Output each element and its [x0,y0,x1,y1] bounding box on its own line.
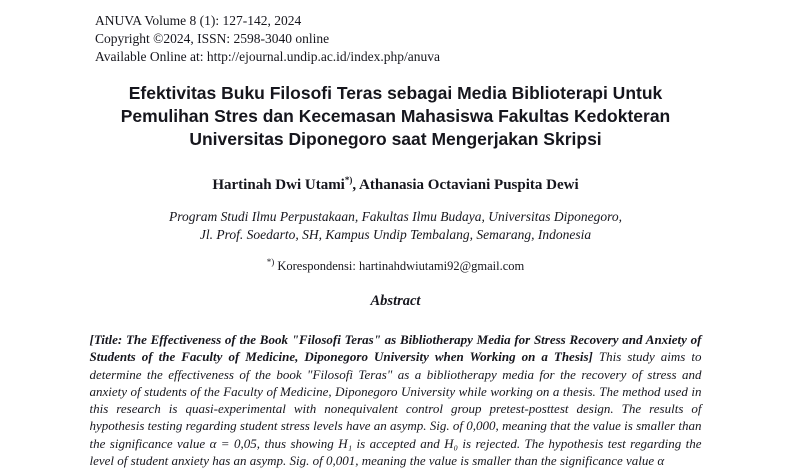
abstract-translated-title: [Title: The Effectiveness of the Book "Filosofi Teras" as Bibliotherapy Media for Stress Recovery and Anxiety of Students of the Faculty of Medicine, Diponegoro University when Working on a Thesis] [89,332,702,365]
affiliation-line-2: Jl. Prof. Soedarto, SH, Kampus Undip Tembalang, Semarang, Indonesia [199,227,592,242]
correspondence-email-text: Korespondensi: hartinahdwiutami92@gmail.com [274,259,525,273]
author-names [0,176,791,194]
abstract-body-text: This study aims to determine the effectiveness of the book "Filosofi Teras" as a bibliotherapy media for the recovery of stress and anxiety of students of the Faculty of Medicine, Diponegoro University while working on a thesis. The method used in this research is quasi-experimental with nonequivalent control group pretest-posttest design. The results of hypothesis testing regarding student stress levels have an asymp. Sig. of 0,000, meaning that the value is smaller than the significance value α = 0,05, thus showing H₁ is accepted and H₀ is rejected. The hypothesis test regarding the level of student anxiety has an asymp. Sig. of 0,001, meaning the value is smaller than the significance value α [89,349,702,469]
correspondence-line [0,258,791,274]
affiliation-line-1: Program Studi Ilmu Perpustakaan, Fakultas Ilmu Budaya, Universitas Diponegoro, [168,209,623,224]
journal-volume-line: ANUVA Volume 8 (1): 127-142, 2024 [95,13,302,28]
abstract-paragraph [90,331,702,469]
journal-copyright-line: Copyright ©2024, ISSN: 2598-3040 online [95,31,330,46]
journal-availability-line: Available Online at: http://ejournal.undip.ac.id/index.php/anuva [95,49,441,64]
author-correspondence-marker: *) [344,175,353,185]
correspondence-marker: *) [266,256,275,267]
journal-article-page [0,12,791,469]
article-title-line-1: Efektivitas Buku Filosofi Teras sebagai Media Biblioterapi Untuk [128,83,663,103]
author-second: , Athanasia Octaviani Puspita Dewi [352,177,579,193]
article-title-line-3: Universitas Diponegoro saat Mengerjakan Skripsi [189,129,602,149]
abstract-heading: Abstract [370,293,421,309]
article-title [56,82,736,151]
author-first: Hartinah Dwi Utami [212,177,345,193]
journal-header [95,12,791,66]
article-title-line-2: Pemulihan Stres dan Kecemasan Mahasiswa Fakultas Kedokteran [120,106,671,126]
author-affiliation [0,208,791,244]
